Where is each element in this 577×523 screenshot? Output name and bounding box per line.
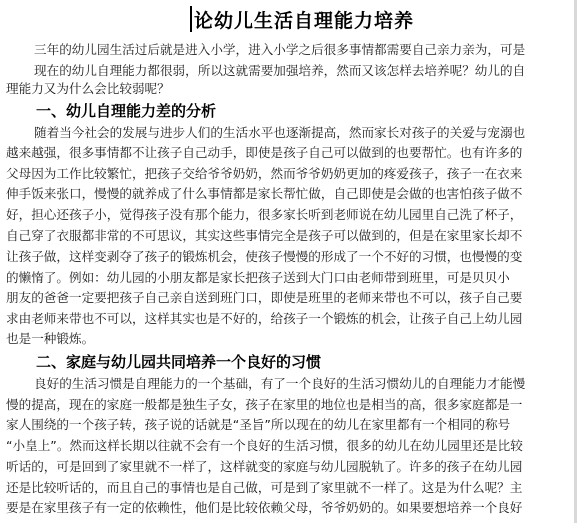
paragraph-line: 的懒惰了。例如：幼儿园的小朋友都是家长把孩子送到大门口由老师带到班里，可是贝贝小 xyxy=(6,270,510,285)
paragraph-line: 要是在家里孩子有一定的依赖性，他们是比较依赖父母，爷爷奶奶的。如果要想培养一个良好 xyxy=(6,500,523,515)
paragraph-line: 朋友的爸爸一定要把孩子自己亲自送到班门口，即使是班里的老师来带也不可以，孩子自己要 xyxy=(6,290,523,305)
paragraph-line: 三年的幼儿园生活过后就是进入小学，进入小学之后很多事情都需要自己亲力亲为，可是 xyxy=(34,42,526,57)
paragraph-line: 自己穿了衣服都非常的不可思议，其实这些事情完全是孩子可以做到的，但是在家里家长却不 xyxy=(6,228,523,243)
paragraph-line: 随着当今社会的发展与进步人们的生活水平也逐渐提高，然而家长对孩子的关爱与宠溺也 xyxy=(34,125,526,140)
section-heading-1: 一、幼儿自理能力差的分析 xyxy=(36,102,217,120)
paragraph-line: 现在的幼儿自理能力都很弱，所以这就需要加强培养，然而又该怎样去培养呢？幼儿的自 xyxy=(34,63,526,78)
paragraph-line: 求由老师来带也不可以，这样其实也是不好的，给孩子一个锻炼的机会，让孩子自己上幼儿园 xyxy=(6,311,523,326)
section-heading-2: 二、家庭与幼儿园共同培养一个良好的习惯 xyxy=(36,353,322,371)
paragraph-line: 让孩子做，这样变剥夺了孩子的锻炼机会，使孩子慢慢的形成了一个不好的习惯，也慢慢的变 xyxy=(6,249,523,264)
paragraph-line: 也是一种锻炼。 xyxy=(6,331,95,346)
document-title: 论幼儿生活自理能力培养 xyxy=(194,10,415,32)
paragraph-line: “小皇上”。然而这样长期以往就不会有一个良好的生活习惯，很多的幼儿在幼儿园里还是比较 xyxy=(6,438,523,453)
paragraph-line: 理能力又为什么会比较弱呢？ xyxy=(6,81,170,96)
paragraph-line: 家人围绕的一个孩子转，孩子说的话就是“圣旨”所以现在的幼儿在家里都有一个相同的称号 xyxy=(6,417,511,432)
paragraph-line: 越来越强，很多事情都不让孩子自己动手，即使是孩子自己可以做到的也要帮忙。也有许多的 xyxy=(6,145,523,160)
text-cursor xyxy=(190,6,192,32)
paragraph-line: 听话的，可是回到了家里就不一样了，这样就变的家庭与幼儿园脱轨了。许多的孩子在幼儿园 xyxy=(6,459,523,474)
paragraph-line: 良好的生活习惯是自理能力的一个基础，有了一个良好的生活习惯幼儿的自理能力才能慢 xyxy=(34,376,526,391)
paragraph-line: 好，担心还孩子小，觉得孩子没有那个能力，很多家长听到老师说在幼儿园里自己洗了杯子， xyxy=(6,207,523,222)
paragraph-line: 父母因为工作比较繁忙，把孩子交给爷爷奶奶，然而爷爷奶奶更加的疼爱孩子，孩子一在衣来 xyxy=(6,166,523,181)
paragraph-line: 还是比较听话的，而且自己的事情也是自己做，可是到了家里就不一样了。这是为什么呢？主 xyxy=(6,480,523,495)
paragraph-line: 慢的提高，现在的家庭一般都是独生子女，孩子在家里的地位也是相当的高，很多家庭都是一 xyxy=(6,397,523,412)
paragraph-line: 伸手饭来张口，慢慢的就养成了什么事情都是家长帮忙做，自己即使是会做的也害怕孩子做不 xyxy=(6,186,523,201)
